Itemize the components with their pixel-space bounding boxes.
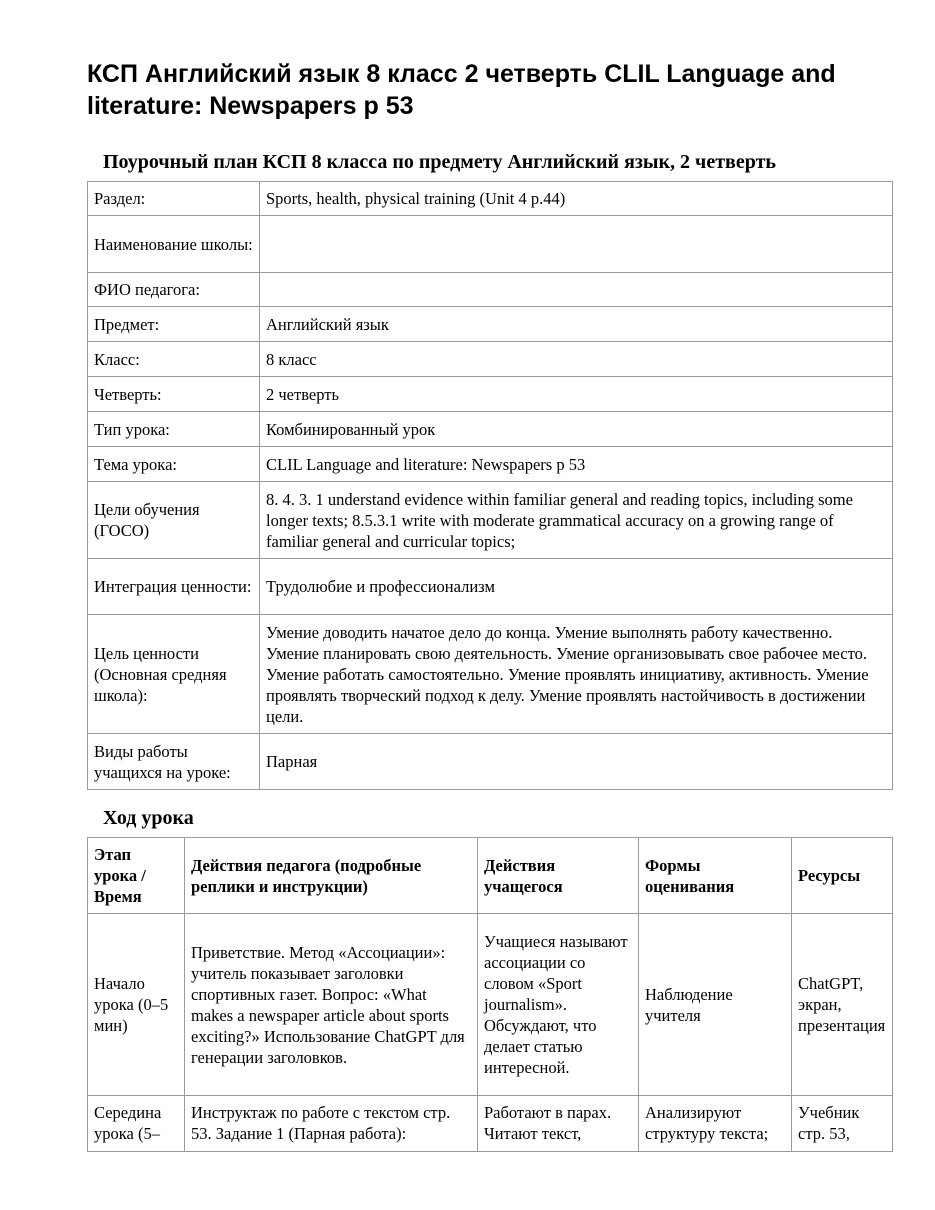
course-header-cell: Действия учащегося [478, 838, 639, 914]
document-page [87, 58, 893, 1152]
info-label: ФИО педагога: [88, 273, 260, 307]
info-value: Английский язык [260, 307, 893, 342]
info-label: Интеграция ценности: [88, 559, 260, 615]
course-header-cell: Этап урока / Время [88, 838, 185, 914]
info-row [88, 182, 893, 216]
info-value: Трудолюбие и профессионализм [260, 559, 893, 615]
course-cell: Приветствие. Метод «Ассоциации»: учитель показывает заголовки спортивных газет. Вопрос: «What makes a newspaper article about sports exciting?» Использование ChatGPT для генерации заголовков. [185, 914, 478, 1096]
info-row [88, 273, 893, 307]
info-value: Парная [260, 734, 893, 790]
course-row [88, 1096, 893, 1152]
course-cell: ChatGPT, экран, презентация [792, 914, 893, 1096]
info-value: Комбинированный урок [260, 412, 893, 447]
course-cell: Учащиеся называют ассоциации со словом «Sport journalism». Обсуждают, что делает статью интересной. [478, 914, 639, 1096]
course-cell: Анализируют структуру текста; [639, 1096, 792, 1152]
info-row [88, 307, 893, 342]
lesson-course-table [87, 837, 893, 1152]
info-label: Цели обучения (ГОСО) [88, 482, 260, 559]
course-header-cell: Ресурсы [792, 838, 893, 914]
info-label: Цель ценности (Основная средняя школа): [88, 615, 260, 734]
info-label: Наименование школы: [88, 216, 260, 273]
info-label: Класс: [88, 342, 260, 377]
plan-title: Поурочный план КСП 8 класса по предмету Английский язык, 2 четверть [103, 151, 776, 173]
info-label: Тема урока: [88, 447, 260, 482]
course-cell: Начало урока (0–5 мин) [88, 914, 185, 1096]
info-row [88, 216, 893, 273]
document-title: КСП Английский язык 8 класс 2 четверть CLIL Language and literature: Newspapers p 53 [87, 60, 836, 120]
course-cell: Наблюдение учителя [639, 914, 792, 1096]
course-header-row [88, 838, 893, 914]
info-value: 2 четверть [260, 377, 893, 412]
info-row [88, 342, 893, 377]
info-row [88, 447, 893, 482]
course-header-cell: Действия педагога (подробные реплики и инструкции) [185, 838, 478, 914]
info-row [88, 482, 893, 559]
info-value: 8. 4. 3. 1 understand evidence within familiar general and reading topics, including some longer texts; 8.5.3.1 write with moderate grammatical accuracy on a growing range of familiar general and curricular topics; [260, 482, 893, 559]
info-row [88, 615, 893, 734]
info-label: Виды работы учащихся на уроке: [88, 734, 260, 790]
info-value: Sports, health, physical training (Unit 4 p.44) [260, 182, 893, 216]
info-row [88, 377, 893, 412]
course-cell: Учебник стр. 53, [792, 1096, 893, 1152]
info-row [88, 734, 893, 790]
course-header-cell: Формы оценивания [639, 838, 792, 914]
info-label: Тип урока: [88, 412, 260, 447]
info-value: CLIL Language and literature: Newspapers p 53 [260, 447, 893, 482]
course-row [88, 914, 893, 1096]
lesson-info-table [87, 181, 893, 790]
course-section-title: Ход урока [103, 807, 194, 829]
course-cell: Инструктаж по работе с текстом стр. 53. Задание 1 (Парная работа): [185, 1096, 478, 1152]
course-cell: Работают в парах. Читают текст, [478, 1096, 639, 1152]
info-value [260, 216, 893, 273]
info-label: Раздел: [88, 182, 260, 216]
info-value: Умение доводить начатое дело до конца. Умение выполнять работу качественно. Умение планировать свою деятельность. Умение организовывать свое рабочее место. Умение работать самостоятельно. Умение проявлять инициативу, активность. Умение проявлять творческий подход к делу. Умение проявлять настойчивость в достижении цели. [260, 615, 893, 734]
info-value [260, 273, 893, 307]
info-label: Предмет: [88, 307, 260, 342]
info-value: 8 класс [260, 342, 893, 377]
info-label: Четверть: [88, 377, 260, 412]
course-cell: Середина урока (5– [88, 1096, 185, 1152]
info-row [88, 412, 893, 447]
info-row [88, 559, 893, 615]
